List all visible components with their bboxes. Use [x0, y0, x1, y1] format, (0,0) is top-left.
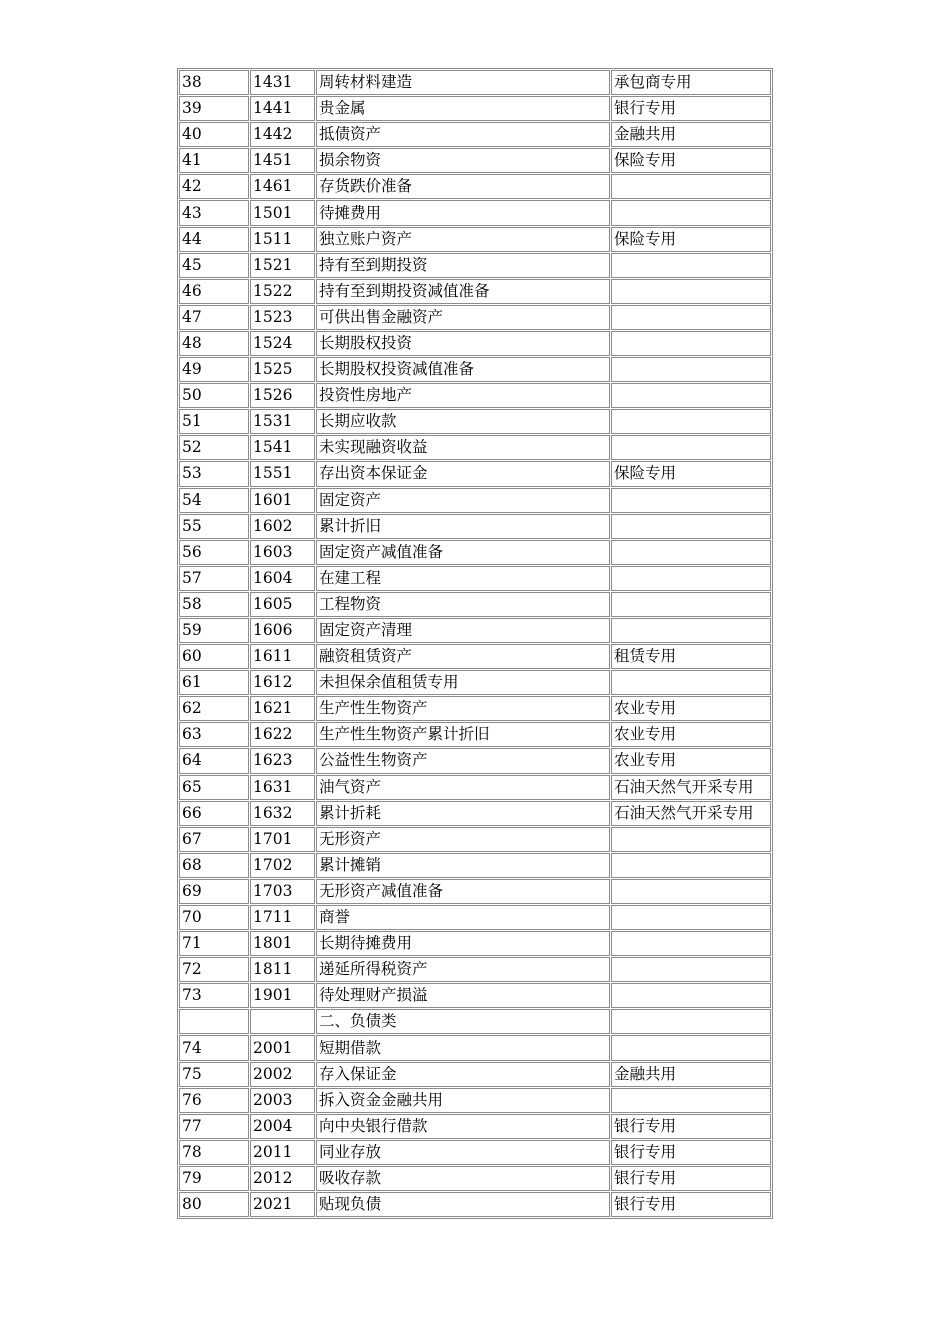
account-code-cell: 1601	[250, 488, 315, 513]
table-row	[179, 253, 771, 278]
table-row	[179, 983, 771, 1008]
table-row	[179, 957, 771, 982]
account-code-cell: 1524	[250, 331, 315, 356]
usage-note-cell	[611, 305, 771, 330]
row-number-cell: 61	[179, 670, 249, 695]
account-name-cell: 待处理财产损溢	[316, 983, 610, 1008]
table-row	[179, 1166, 771, 1191]
account-name-cell: 固定资产清理	[316, 618, 610, 643]
account-code-cell: 1631	[250, 775, 315, 800]
usage-note-cell: 保险专用	[611, 461, 771, 486]
usage-note-cell	[611, 253, 771, 278]
account-name-cell: 长期应收款	[316, 409, 610, 434]
table-row	[179, 644, 771, 669]
table-row	[179, 1009, 771, 1034]
table-row	[179, 174, 771, 199]
account-name-cell: 生产性生物资产累计折旧	[316, 722, 610, 747]
account-code-cell: 1703	[250, 879, 315, 904]
row-number-cell: 75	[179, 1062, 249, 1087]
row-number-cell: 59	[179, 618, 249, 643]
account-code-cell: 1605	[250, 592, 315, 617]
account-code-cell: 1461	[250, 174, 315, 199]
row-number-cell: 49	[179, 357, 249, 382]
row-number-cell: 78	[179, 1140, 249, 1165]
usage-note-cell	[611, 957, 771, 982]
account-name-cell: 未实现融资收益	[316, 435, 610, 460]
row-number-cell: 52	[179, 435, 249, 460]
account-name-cell: 长期股权投资减值准备	[316, 357, 610, 382]
row-number-cell: 69	[179, 879, 249, 904]
table-row	[179, 879, 771, 904]
account-name-cell: 贴现负债	[316, 1192, 610, 1217]
account-code-cell: 1603	[250, 540, 315, 565]
table-row	[179, 148, 771, 173]
account-name-cell: 融资租赁资产	[316, 644, 610, 669]
account-name-cell: 二、负债类	[316, 1009, 610, 1034]
table-row	[179, 592, 771, 617]
account-name-cell: 累计折旧	[316, 514, 610, 539]
account-name-cell: 可供出售金融资产	[316, 305, 610, 330]
row-number-cell: 40	[179, 122, 249, 147]
usage-note-cell	[611, 931, 771, 956]
usage-note-cell	[611, 592, 771, 617]
table-row	[179, 853, 771, 878]
account-name-cell: 商誉	[316, 905, 610, 930]
usage-note-cell: 银行专用	[611, 96, 771, 121]
table-row	[179, 409, 771, 434]
table-row	[179, 801, 771, 826]
row-number-cell: 58	[179, 592, 249, 617]
usage-note-cell	[611, 670, 771, 695]
row-number-cell: 72	[179, 957, 249, 982]
table-row	[179, 775, 771, 800]
row-number-cell	[179, 1009, 249, 1034]
account-name-cell: 递延所得税资产	[316, 957, 610, 982]
account-code-cell: 1701	[250, 827, 315, 852]
row-number-cell: 48	[179, 331, 249, 356]
account-code-cell: 1622	[250, 722, 315, 747]
account-code-cell: 1451	[250, 148, 315, 173]
usage-note-cell	[611, 540, 771, 565]
account-code-cell: 1711	[250, 905, 315, 930]
table-row	[179, 227, 771, 252]
account-code-cell: 1612	[250, 670, 315, 695]
table-row	[179, 331, 771, 356]
table-row	[179, 305, 771, 330]
row-number-cell: 77	[179, 1114, 249, 1139]
table-row	[179, 618, 771, 643]
usage-note-cell	[611, 383, 771, 408]
account-code-cell: 2012	[250, 1166, 315, 1191]
row-number-cell: 70	[179, 905, 249, 930]
account-code-cell: 2003	[250, 1088, 315, 1113]
row-number-cell: 50	[179, 383, 249, 408]
usage-note-cell: 银行专用	[611, 1140, 771, 1165]
account-name-cell: 无形资产	[316, 827, 610, 852]
usage-note-cell	[611, 983, 771, 1008]
account-name-cell: 损余物资	[316, 148, 610, 173]
table-row	[179, 1062, 771, 1087]
account-name-cell: 待摊费用	[316, 200, 610, 225]
row-number-cell: 39	[179, 96, 249, 121]
account-name-cell: 固定资产减值准备	[316, 540, 610, 565]
usage-note-cell	[611, 331, 771, 356]
table-row	[179, 488, 771, 513]
account-name-cell: 贵金属	[316, 96, 610, 121]
usage-note-cell	[611, 488, 771, 513]
row-number-cell: 64	[179, 748, 249, 773]
account-name-cell: 拆入资金金融共用	[316, 1088, 610, 1113]
account-code-cell: 1606	[250, 618, 315, 643]
usage-note-cell: 保险专用	[611, 148, 771, 173]
account-code-cell: 1602	[250, 514, 315, 539]
usage-note-cell	[611, 1009, 771, 1034]
account-name-cell: 持有至到期投资减值准备	[316, 279, 610, 304]
table-row	[179, 122, 771, 147]
row-number-cell: 65	[179, 775, 249, 800]
account-code-cell: 1632	[250, 801, 315, 826]
row-number-cell: 41	[179, 148, 249, 173]
account-name-cell: 工程物资	[316, 592, 610, 617]
account-name-cell: 生产性生物资产	[316, 696, 610, 721]
account-code-cell: 1501	[250, 200, 315, 225]
usage-note-cell	[611, 279, 771, 304]
account-code-cell: 1525	[250, 357, 315, 382]
usage-note-cell	[611, 174, 771, 199]
account-name-cell: 独立账户资产	[316, 227, 610, 252]
usage-note-cell: 农业专用	[611, 696, 771, 721]
row-number-cell: 76	[179, 1088, 249, 1113]
account-code-cell: 1901	[250, 983, 315, 1008]
row-number-cell: 54	[179, 488, 249, 513]
table-row	[179, 383, 771, 408]
account-name-cell: 固定资产	[316, 488, 610, 513]
row-number-cell: 71	[179, 931, 249, 956]
account-code-cell: 1431	[250, 70, 315, 95]
usage-note-cell	[611, 514, 771, 539]
row-number-cell: 67	[179, 827, 249, 852]
usage-note-cell	[611, 435, 771, 460]
account-code-cell: 1801	[250, 931, 315, 956]
account-code-cell: 1531	[250, 409, 315, 434]
row-number-cell: 57	[179, 566, 249, 591]
account-code-cell: 2001	[250, 1035, 315, 1060]
usage-note-cell: 银行专用	[611, 1114, 771, 1139]
usage-note-cell: 金融共用	[611, 122, 771, 147]
table-row	[179, 435, 771, 460]
account-code-cell: 1442	[250, 122, 315, 147]
row-number-cell: 43	[179, 200, 249, 225]
table-row	[179, 1035, 771, 1060]
account-name-cell: 油气资产	[316, 775, 610, 800]
account-name-cell: 持有至到期投资	[316, 253, 610, 278]
row-number-cell: 63	[179, 722, 249, 747]
account-code-cell: 1511	[250, 227, 315, 252]
usage-note-cell	[611, 357, 771, 382]
row-number-cell: 80	[179, 1192, 249, 1217]
accounts-table	[177, 68, 773, 1219]
account-name-cell: 向中央银行借款	[316, 1114, 610, 1139]
usage-note-cell	[611, 1088, 771, 1113]
account-code-cell: 1611	[250, 644, 315, 669]
account-code-cell: 2002	[250, 1062, 315, 1087]
row-number-cell: 60	[179, 644, 249, 669]
row-number-cell: 42	[179, 174, 249, 199]
account-name-cell: 长期待摊费用	[316, 931, 610, 956]
row-number-cell: 68	[179, 853, 249, 878]
table-row	[179, 696, 771, 721]
account-code-cell: 1811	[250, 957, 315, 982]
account-code-cell: 1623	[250, 748, 315, 773]
row-number-cell: 44	[179, 227, 249, 252]
table-row	[179, 279, 771, 304]
account-code-cell: 1526	[250, 383, 315, 408]
account-name-cell: 同业存放	[316, 1140, 610, 1165]
usage-note-cell: 农业专用	[611, 722, 771, 747]
table-row	[179, 1140, 771, 1165]
table-row	[179, 1192, 771, 1217]
table-row	[179, 566, 771, 591]
account-name-cell: 累计摊销	[316, 853, 610, 878]
row-number-cell: 46	[179, 279, 249, 304]
row-number-cell: 74	[179, 1035, 249, 1060]
table-row	[179, 931, 771, 956]
account-name-cell: 公益性生物资产	[316, 748, 610, 773]
table-row	[179, 905, 771, 930]
usage-note-cell	[611, 1035, 771, 1060]
usage-note-cell: 农业专用	[611, 748, 771, 773]
table-row	[179, 827, 771, 852]
usage-note-cell: 石油天然气开采专用	[611, 801, 771, 826]
table-row	[179, 357, 771, 382]
table-row	[179, 540, 771, 565]
account-code-cell: 1551	[250, 461, 315, 486]
account-code-cell: 1522	[250, 279, 315, 304]
usage-note-cell: 租赁专用	[611, 644, 771, 669]
row-number-cell: 79	[179, 1166, 249, 1191]
account-code-cell: 1702	[250, 853, 315, 878]
account-name-cell: 存货跌价准备	[316, 174, 610, 199]
account-code-cell: 2021	[250, 1192, 315, 1217]
usage-note-cell	[611, 409, 771, 434]
usage-note-cell	[611, 905, 771, 930]
usage-note-cell: 承包商专用	[611, 70, 771, 95]
account-name-cell: 在建工程	[316, 566, 610, 591]
account-code-cell: 1441	[250, 96, 315, 121]
account-name-cell: 累计折耗	[316, 801, 610, 826]
account-name-cell: 存出资本保证金	[316, 461, 610, 486]
usage-note-cell	[611, 879, 771, 904]
usage-note-cell: 保险专用	[611, 227, 771, 252]
row-number-cell: 66	[179, 801, 249, 826]
usage-note-cell	[611, 566, 771, 591]
account-code-cell: 1523	[250, 305, 315, 330]
account-name-cell: 抵债资产	[316, 122, 610, 147]
account-name-cell: 无形资产减值准备	[316, 879, 610, 904]
table-row	[179, 200, 771, 225]
account-name-cell: 周转材料建造	[316, 70, 610, 95]
usage-note-cell	[611, 853, 771, 878]
account-name-cell: 投资性房地产	[316, 383, 610, 408]
row-number-cell: 62	[179, 696, 249, 721]
row-number-cell: 47	[179, 305, 249, 330]
row-number-cell: 53	[179, 461, 249, 486]
account-code-cell: 2011	[250, 1140, 315, 1165]
account-code-cell: 1604	[250, 566, 315, 591]
account-code-cell: 2004	[250, 1114, 315, 1139]
account-name-cell: 存入保证金	[316, 1062, 610, 1087]
account-code-cell: 1521	[250, 253, 315, 278]
usage-note-cell	[611, 618, 771, 643]
table-row	[179, 96, 771, 121]
table-row	[179, 1114, 771, 1139]
table-row	[179, 461, 771, 486]
row-number-cell: 51	[179, 409, 249, 434]
usage-note-cell	[611, 200, 771, 225]
row-number-cell: 73	[179, 983, 249, 1008]
usage-note-cell: 金融共用	[611, 1062, 771, 1087]
row-number-cell: 55	[179, 514, 249, 539]
table-row	[179, 722, 771, 747]
account-name-cell: 短期借款	[316, 1035, 610, 1060]
account-code-cell	[250, 1009, 315, 1034]
row-number-cell: 38	[179, 70, 249, 95]
account-code-cell: 1541	[250, 435, 315, 460]
usage-note-cell: 银行专用	[611, 1192, 771, 1217]
account-name-cell: 吸收存款	[316, 1166, 610, 1191]
table-row	[179, 70, 771, 95]
accounts-table-body	[179, 70, 771, 1217]
table-row	[179, 670, 771, 695]
table-row	[179, 748, 771, 773]
usage-note-cell	[611, 827, 771, 852]
row-number-cell: 45	[179, 253, 249, 278]
usage-note-cell: 石油天然气开采专用	[611, 775, 771, 800]
usage-note-cell: 银行专用	[611, 1166, 771, 1191]
account-name-cell: 未担保余值租赁专用	[316, 670, 610, 695]
account-code-cell: 1621	[250, 696, 315, 721]
row-number-cell: 56	[179, 540, 249, 565]
table-row	[179, 514, 771, 539]
account-name-cell: 长期股权投资	[316, 331, 610, 356]
table-row	[179, 1088, 771, 1113]
